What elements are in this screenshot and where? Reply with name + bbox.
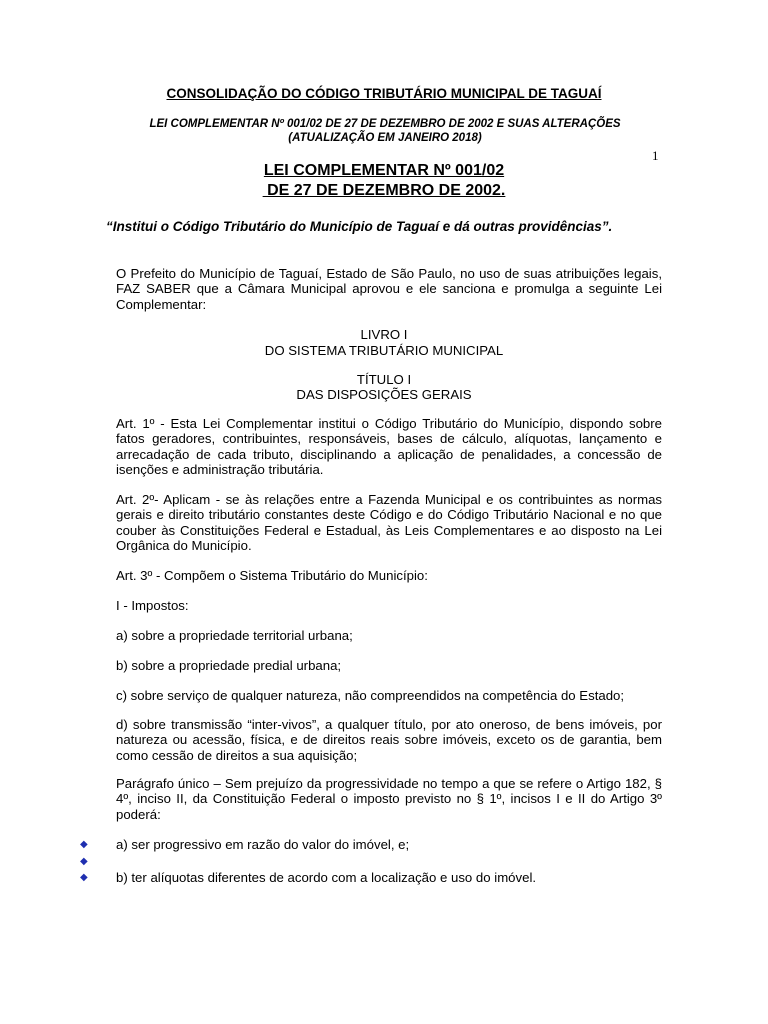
item-b: b) sobre a propriedade predial urbana; [116,658,342,673]
preamble: O Prefeito do Município de Taguaí, Estado de São Paulo, no uso de suas atribuições legais, FAZ SABER que a Câmara Municipal aprovou e ele sanciona e promulga a seguinte Lei Complementar: [116,266,662,312]
item-d: d) sobre transmissão “inter-vivos”, a qualquer título, por ato oneroso, de bens imóveis, por natureza ou acessão, física, e de direitos reais sobre imóveis, exceto os de garantia, bem como cessão de direitos a sua aquisição; [116,717,662,763]
item-i: I - Impostos: [116,598,189,613]
livro-label: LIVRO I [360,327,408,342]
bullet-text: a) ser progressivo em razão do valor do imóvel, e; [116,837,410,852]
ementa: “Institui o Código Tributário do Município de Taguaí e dá outras providências”. [106,219,613,234]
bullet-item [80,870,680,886]
article-3: Art. 3º - Compõem o Sistema Tributário do Município: [116,568,428,583]
titulo-label: TÍTULO I [356,372,412,387]
subtitle-line-2: (ATUALIZAÇÃO EM JANEIRO 2018) [288,132,482,144]
law-heading [0,161,768,201]
law-heading-line-1: LEI COMPLEMENTAR Nº 001/02 [263,162,505,179]
law-heading-line-2: DE 27 DE DEZEMBRO DE 2002. [262,182,506,199]
paragrafo-unico: Parágrafo único – Sem prejuízo da progressividade no tempo a que se refere o Artigo 182, § 4º, inciso II, da Constituição Federal o imposto previsto no § 1º, incisos I e II do Artigo 3º poderá: [116,776,662,822]
article-2: Art. 2º- Aplicam - se às relações entre a Fazenda Municipal e os contribuintes as normas gerais e direito tributário constantes deste Código e do Código Tributário Nacional e no que couber às Constituições Federal e Estadual, às Leis Complementares e ao disposto na Lei Orgânica do Município. [116,492,662,553]
diamond-bullet-icon: ◆ [80,839,88,850]
main-title: CONSOLIDAÇÃO DO CÓDIGO TRIBUTÁRIO MUNICIPAL DE TAGUAÍ [166,86,602,101]
subtitle-line-1: LEI COMPLEMENTAR Nº 001/02 DE 27 DE DEZEMBRO DE 2002 E SUAS ALTERAÇÕES [149,118,621,130]
diamond-bullet-icon: ◆ [80,872,88,883]
page-number: 1 [652,148,659,163]
livro-title: DO SISTEMA TRIBUTÁRIO MUNICIPAL [264,343,504,358]
bullet-text: b) ter alíquotas diferentes de acordo com a localização e uso do imóvel. [116,870,537,885]
item-c: c) sobre serviço de qualquer natureza, não compreendidos na competência do Estado; [116,688,625,703]
subtitle [110,117,660,145]
diamond-bullet-icon: ◆ [80,856,88,867]
item-a: a) sobre a propriedade territorial urbana; [116,628,353,643]
titulo-title: DAS DISPOSIÇÕES GERAIS [296,387,472,402]
article-1: Art. 1º - Esta Lei Complementar institui o Código Tributário do Município, dispondo sobre fatos geradores, contribuintes, responsáveis, bases de cálculo, alíquotas, lançamento e arrecadação de cada tributo, disciplinando a aplicação de penalidades, a concessão de isenções e administração tributária. [116,416,662,477]
bullet-item [80,837,680,853]
bullet-item [80,854,680,870]
